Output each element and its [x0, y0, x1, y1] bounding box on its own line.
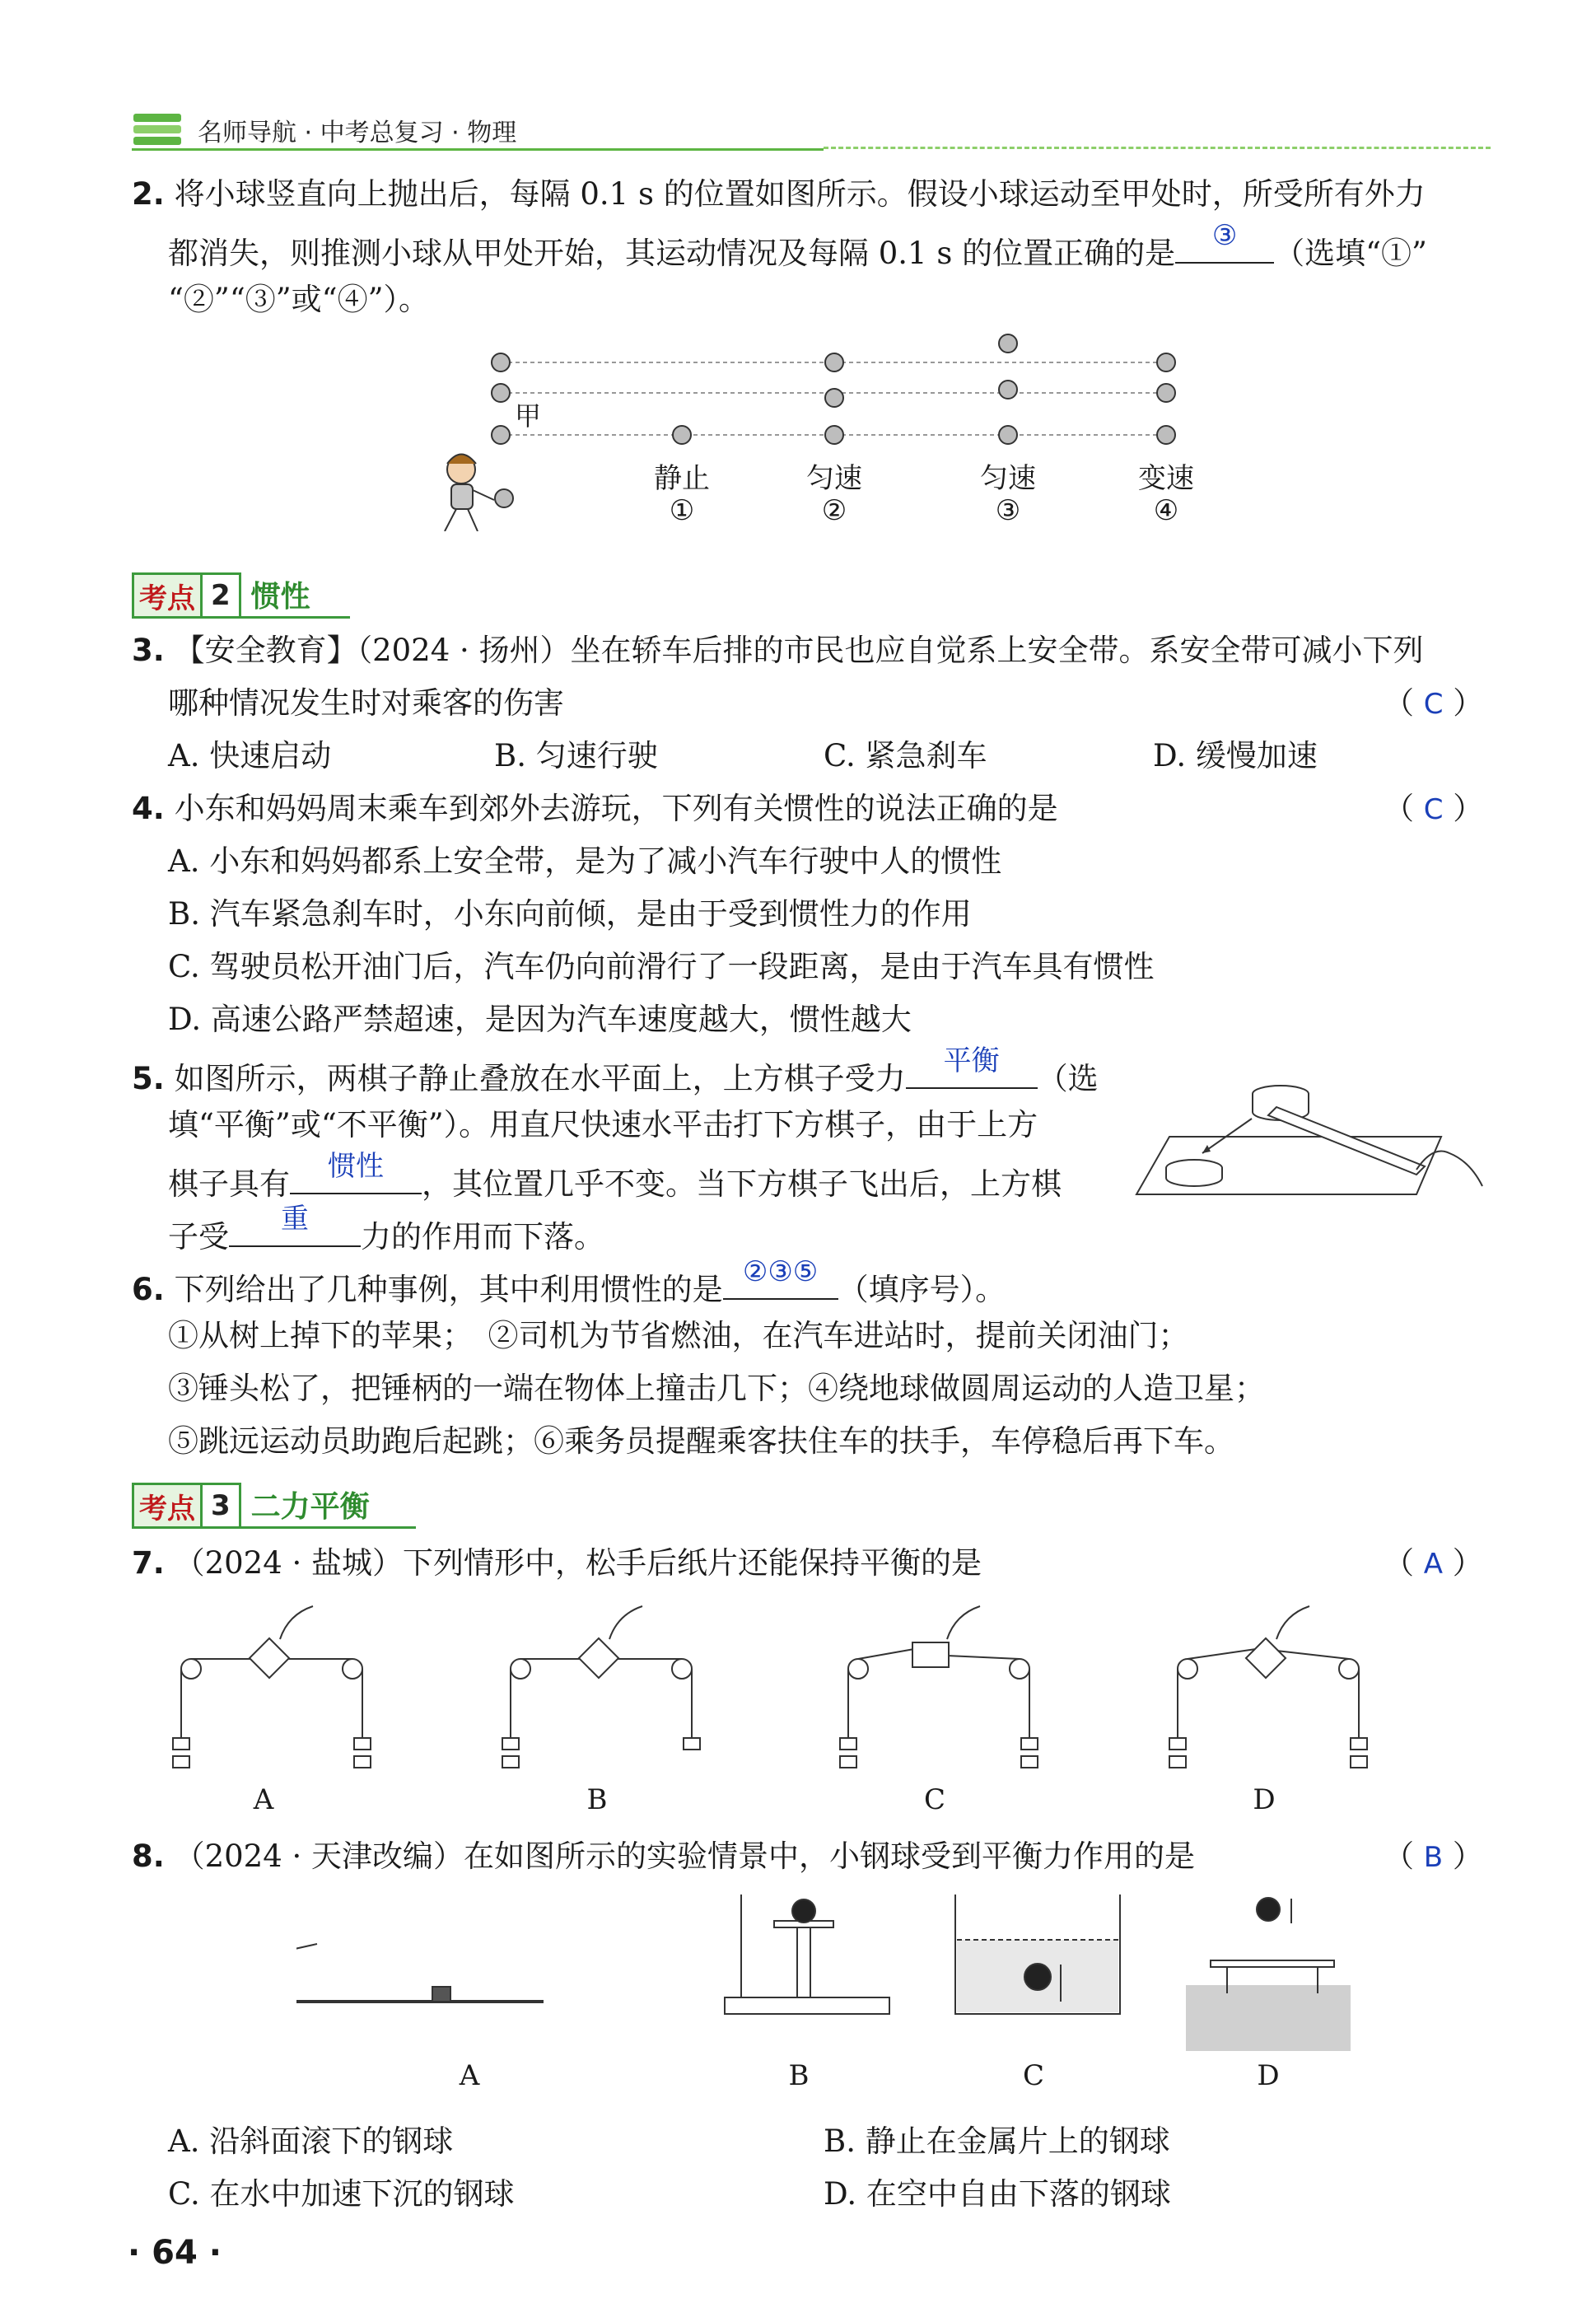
q2-num-2: ② [821, 494, 847, 527]
answer-text: C [1423, 688, 1444, 721]
answer-text: ③ [1211, 219, 1238, 252]
q7-label-c: C [923, 1783, 945, 1816]
q3-option-d: D. 缓慢加速 [1153, 738, 1318, 773]
q4-option-b: B. 汽车紧急刹车时，小东向前倾，是由于受到惯性力的作用 [168, 896, 972, 932]
header-dashed-rule [824, 147, 1491, 149]
answer-blank [290, 1152, 422, 1194]
q7-pulley-figures [156, 1598, 1375, 1787]
q5-line1: 5. 如图所示，两棋子静止叠放在水平面上，上方棋子受力 平衡 （选 [132, 1046, 1099, 1105]
answer-text: A [1423, 1548, 1444, 1581]
q7-label-a: A [253, 1783, 274, 1816]
q6-line2: ①从树上掉下的苹果； ②司机为节省燃油，在汽车进站时，提前关闭油门； [168, 1318, 1189, 1353]
q2-label-4: 变速 [1138, 462, 1194, 495]
q8-answer-paren: （ B ） [1384, 1838, 1483, 1874]
q7-label-d: D [1253, 1783, 1276, 1816]
q8-option-b: B. 静止在金属片上的钢球 [824, 2123, 1170, 2159]
pulley-setup-b [502, 1606, 700, 1768]
q8-option-d: D. 在空中自由下落的钢球 [824, 2176, 1171, 2212]
q4-option-c: C. 驾驶员松开油门后，汽车仍向前滑行了一段距离，是由于汽车具有惯性 [168, 949, 1155, 984]
q5-chess-pieces-figure [1128, 1046, 1499, 1211]
section-header-inertia [132, 572, 350, 619]
q8-label-c: C [1022, 2059, 1044, 2092]
falling-ball-d [1186, 1898, 1351, 2051]
q3-option-a: A. 快速启动 [168, 738, 332, 773]
header [132, 105, 1491, 155]
section-number: 3 [203, 1483, 241, 1529]
section-badge: 考点 [132, 1483, 203, 1529]
pulley-setup-d [1169, 1606, 1367, 1768]
pulley-setup-c [840, 1606, 1038, 1768]
q7-answer-paren: （ A ） [1384, 1545, 1483, 1581]
q5-line3: 棋子具有 惯性 ，其位置几乎不变。当下方棋子飞出后，上方棋 [168, 1152, 1062, 1211]
q2-label-2: 匀速 [806, 462, 862, 495]
q2-jia-label: 甲 [515, 400, 542, 432]
answer-text: C [1423, 793, 1444, 826]
q4-answer-paren: （ C ） [1384, 791, 1484, 826]
header-title: 名师导航 · 中考总复习 · 物理 [198, 119, 517, 147]
girl-throwing-ball-icon [445, 455, 494, 532]
answer-blank [1175, 221, 1274, 264]
q2-num-1: ① [669, 494, 695, 527]
q7-label-b: B [586, 1783, 608, 1816]
q3-line1: 3. 【安全教育】（2024 · 扬州）坐在轿车后排的市民也应自觉系上安全带。系安全带可减小下列 [132, 633, 1424, 668]
q2-line1: 2. 将小球竖直向上抛出后，每隔 0.1 s 的位置如图所示。假设小球运动至甲处时，所受所有外力 [132, 176, 1426, 212]
pulley-setup-a [173, 1606, 371, 1768]
q6-line3: ③锤头松了，把锤柄的一端在物体上撞击几下；④绕地球做圆周运动的人造卫星； [168, 1371, 1265, 1406]
q8-option-a: A. 沿斜面滚下的钢球 [168, 2123, 454, 2159]
q2-line3: “②”“③”或“④”）。 [168, 282, 429, 317]
q2-label-1: 静止 [654, 462, 710, 495]
q8-label-a: A [459, 2059, 480, 2092]
incline-ball-a [296, 1944, 544, 2002]
q4-stem: 4. 小东和妈妈周末乘车到郊外去游玩，下列有关惯性的说法正确的是 [132, 791, 1058, 826]
q2-label-3: 匀速 [980, 462, 1036, 495]
answer-text: ②③⑤ [742, 1255, 819, 1288]
section-number: 2 [203, 572, 241, 619]
q6-line1: 6. 下列给出了几种事例，其中利用惯性的是 ②③⑤ （填序号）。 [132, 1257, 1006, 1316]
q5-line4: 子受 重 力的作用而下落。 [168, 1204, 604, 1264]
section-header-two-force-balance [132, 1483, 416, 1529]
answer-blank [229, 1204, 361, 1247]
q6-line4: ⑤跳远运动员助跑后起跳；⑥乘务员提醒乘客扶住车的扶手，车停稳后再下车。 [168, 1423, 1234, 1459]
q7-stem: 7. （2024 · 盐城）下列情形中，松手后纸片还能保持平衡的是 [132, 1545, 982, 1581]
q4-option-a: A. 小东和妈妈都系上安全带，是为了减小汽车行驶中人的惯性 [168, 843, 1002, 879]
q8-option-c: C. 在水中加速下沉的钢球 [168, 2176, 515, 2212]
answer-text: 平衡 [943, 1044, 1000, 1077]
section-badge: 考点 [132, 572, 203, 619]
q4-option-d: D. 高速公路严禁超速，是因为汽车速度越大，惯性越大 [168, 1002, 912, 1037]
q3-line2: 哪种情况发生时对乘客的伤害 [168, 685, 564, 721]
beaker-ball-c [955, 1895, 1120, 2014]
q3-option-b: B. 匀速行驶 [494, 738, 658, 773]
question-number: 2 [132, 176, 153, 212]
q2-line2: 都消失，则推测小球从甲处开始，其运动情况及每隔 0.1 s 的位置正确的是 ③ （选填“①” [168, 221, 1427, 280]
section-title: 惯性 [241, 572, 350, 619]
answer-text: 惯性 [328, 1150, 384, 1183]
section-title: 二力平衡 [241, 1483, 416, 1529]
book-logo-icon [132, 110, 184, 150]
q3-answer-paren: （ C ） [1384, 685, 1484, 721]
q8-steel-ball-figures [296, 1895, 1384, 2059]
answer-text: 重 [281, 1203, 309, 1236]
q2-num-4: ④ [1153, 494, 1179, 527]
answer-text: B [1423, 1841, 1444, 1874]
q8-stem: 8. （2024 · 天津改编）在如图所示的实验情景中，小钢球受到平衡力作用的是 [132, 1838, 1196, 1874]
header-rule [132, 148, 824, 151]
answer-blank [723, 1257, 838, 1300]
answer-blank [906, 1046, 1038, 1089]
q2-num-3: ③ [995, 494, 1021, 527]
q5-line2: 填“平衡”或“不平衡”）。用直尺快速水平击打下方棋子，由于上方 [168, 1107, 1038, 1142]
stand-ball-b [725, 1895, 889, 2014]
page-number: · 64 · [128, 2234, 222, 2272]
q8-label-b: B [788, 2059, 810, 2092]
q8-label-d: D [1257, 2059, 1280, 2092]
q3-option-c: C. 紧急刹车 [824, 738, 987, 773]
